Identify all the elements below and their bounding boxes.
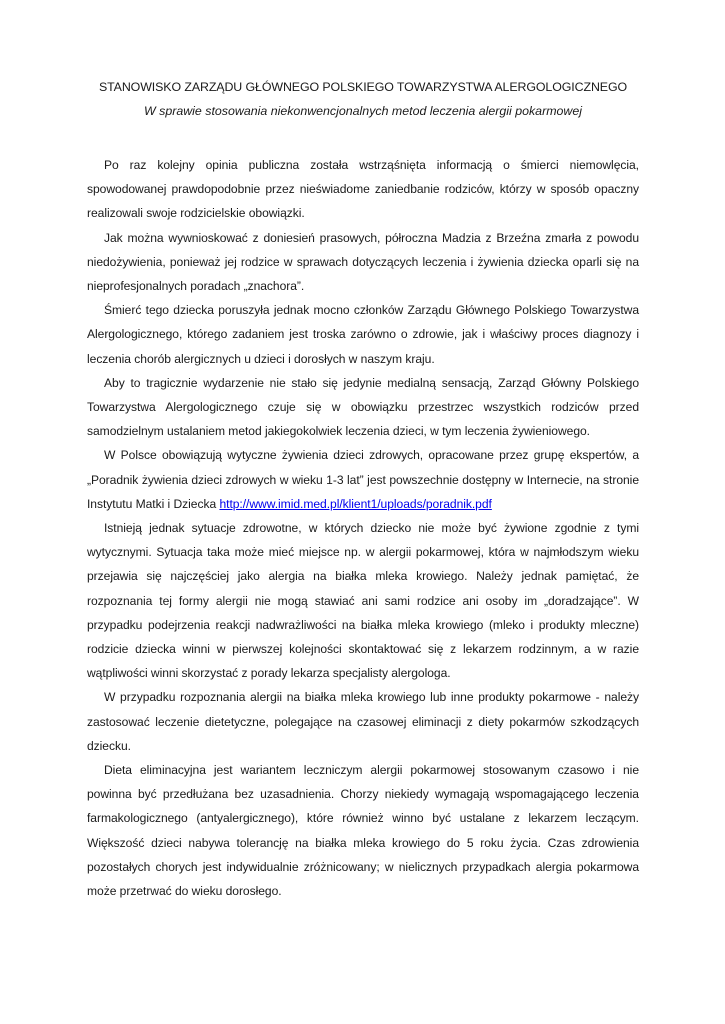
paragraph-5 <box>87 443 639 516</box>
document-body <box>87 153 639 903</box>
paragraph-3: Śmierć tego dziecka poruszyła jednak mocno członków Zarządu Głównego Polskiego Towarzystwa Alergologicznego, którego zadaniem jest troska zarówno o zdrowie, jak i właściwy proces diagnozy i leczenia chorób alergicznych u dzieci i dorosłych w naszym kraju. <box>87 303 639 366</box>
document-page <box>87 78 639 903</box>
paragraph-7: W przypadku rozpoznania alergii na białka mleka krowiego lub inne produkty pokarmowe - należy zastosować leczenie dietetyczne, polegające na czasowej eliminacji z diety pokarmów szkodzących dziecku. <box>87 690 639 753</box>
guide-pdf-link[interactable]: http://www.imid.med.pl/klient1/uploads/poradnik.pdf <box>219 496 492 511</box>
paragraph-6: Istnieją jednak sytuacje zdrowotne, w których dziecko nie może być żywione zgodnie z tymi wytycznymi. Sytuacja taka może mieć miejsce np. w alergii pokarmowej, która w najmłodszym wieku przejawia się najczęściej jako alergia na białka mleka krowiego. Należy jednak pamiętać, że rozpoznania tej formy alergii nie mogą stawiać ani sami rodzice ani osoby im „doradzające”. W przypadku podejrzenia reakcji nadwrażliwości na białka mleka krowiego (mleko i produkty mleczne) rodzicie dziecka winni w pierwszej kolejności skontaktować się z lekarzem rodzinnym, a w razie wątpliwości winni skorzystać z porady lekarza specjalisty alergologa. <box>87 521 639 681</box>
document-subtitle: W sprawie stosowania niekonwencjonalnych metod leczenia alergii pokarmowej <box>143 104 583 118</box>
paragraph-5-text: W Polsce obowiązują wytyczne żywienia dzieci zdrowych, opracowane przez grupę ekspertów, a „Poradnik żywienia dzieci zdrowych w wieku 1-3 lat” jest powszechnie dostępny w Internecie, na stronie Instytutu Matki i Dziecka <box>87 448 639 511</box>
paragraph-4: Aby to tragicznie wydarzenie nie stało się jedynie medialną sensacją, Zarząd Główny Polskiego Towarzystwa Alergologicznego czuje się w obowiązku przestrzec wszystkich rodziców przed samodzielnym ustalaniem metod jakiegokolwiek leczenia dzieci, w tym leczenia żywieniowego. <box>87 375 639 439</box>
document-title: STANOWISKO ZARZĄDU GŁÓWNEGO POLSKIEGO TOWARZYSTWA ALERGOLOGICZNEGO <box>98 80 628 94</box>
paragraph-1: Po raz kolejny opinia publiczna została wstrząśnięta informacją o śmierci niemowlęcia, spowodowanej prawdopodobnie przez nieświadome zaniedbanie rodziców, którzy w sposób opaczny realizowali swoje rodzicielskie obowiązki. <box>87 158 639 221</box>
paragraph-2: Jak można wywnioskować z doniesień prasowych, półroczna Madzia z Brzeźna zmarła z powodu niedożywienia, ponieważ jej rodzice w sprawach dotyczących leczenia i żywienia dziecka oparli się na nieprofesjonalnych poradach „znachora”. <box>87 230 639 294</box>
paragraph-8: Dieta eliminacyjna jest wariantem leczniczym alergii pokarmowej stosowanym czasowo i nie powinna być przedłużana bez uzasadnienia. Chorzy niekiedy wymagają wspomagającego leczenia farmakologicznego (antyalergicznego), które również winno być ustalane z lekarzem leczącym. Większość dzieci nabywa tolerancję na białka mleka krowiego do 5 roku życia. Czas zdrowienia pozostałych chorych jest indywidualnie zróżnicowany; w nielicznych przypadkach alergia pokarmowa może przetrwać do wieku dorosłego. <box>87 763 639 899</box>
